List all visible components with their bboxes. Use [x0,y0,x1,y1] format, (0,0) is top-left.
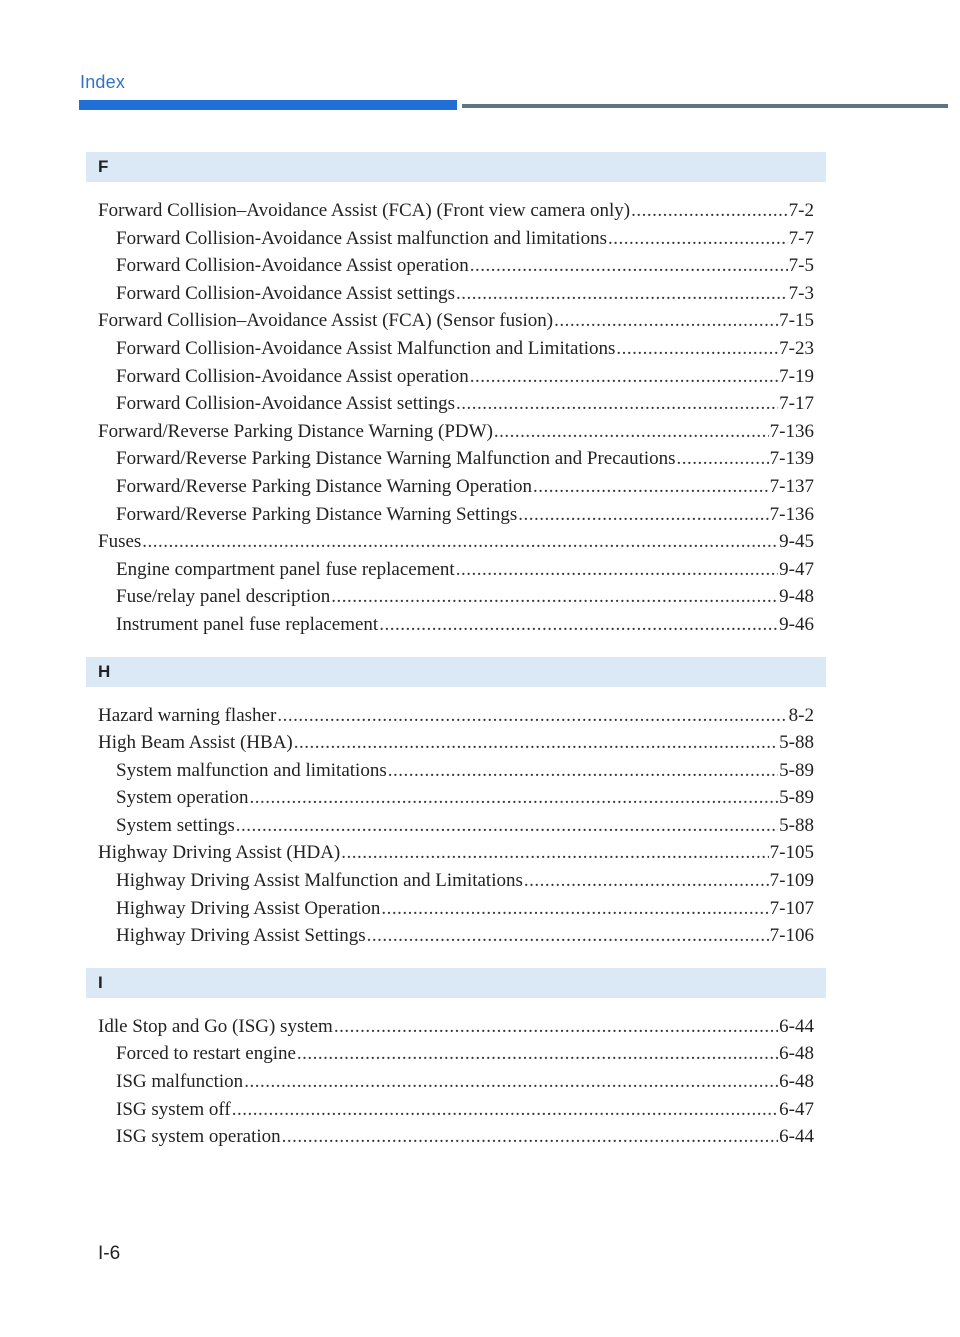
index-section [86,152,826,639]
index-subentry[interactable] [86,225,826,253]
entry-page-ref: 7-23 [779,337,814,359]
index-subentry[interactable] [86,922,826,950]
index-subentry[interactable] [86,252,826,280]
dot-leader [456,556,778,584]
index-subentry[interactable] [86,1123,826,1151]
entry-page-ref: 7-107 [769,897,814,919]
dot-leader [232,1096,778,1124]
section-letter-heading: F [86,152,826,182]
dot-leader [470,363,778,391]
index-subentry[interactable] [86,1068,826,1096]
entry-page-ref: 7-17 [779,393,814,415]
index-entry[interactable] [86,729,826,757]
dot-leader [236,812,778,840]
dot-leader [341,839,768,867]
index-entry[interactable] [86,418,826,446]
entry-label: Forward Collision-Avoidance Assist malfunction and limitations [116,227,607,249]
index-subentry[interactable] [86,895,826,923]
entry-page-ref: 9-48 [779,586,814,608]
dot-leader [631,197,788,225]
dot-leader [470,252,788,280]
entry-page-ref: 5-89 [779,787,814,809]
entry-page-ref: 6-44 [779,1126,814,1148]
entry-page-ref: 6-47 [779,1098,814,1120]
entry-page-ref: 5-88 [779,814,814,836]
index-subentry[interactable] [86,1096,826,1124]
entry-label: ISG malfunction [116,1071,244,1093]
entry-label: Highway Driving Assist Operation [116,897,381,919]
index-entry[interactable] [86,528,826,556]
entry-label: Highway Driving Assist (HDA) [98,842,341,864]
dot-leader [294,729,778,757]
index-section [86,657,826,950]
entry-label: Hazard warning flasher [98,704,277,726]
entry-page-ref: 6-48 [779,1071,814,1093]
dot-leader [142,528,778,556]
entry-label: ISG system operation [116,1126,281,1148]
entry-label: System operation [116,787,249,809]
entry-page-ref: 7-136 [769,420,814,442]
index-content [86,152,826,1151]
entry-page-ref: 7-3 [788,282,814,304]
index-subentry[interactable] [86,583,826,611]
page-number: I-6 [98,1243,121,1264]
entry-page-ref: 7-19 [779,365,814,387]
index-subentry[interactable] [86,1040,826,1068]
entry-page-ref: 7-15 [779,310,814,332]
entry-page-ref: 7-139 [769,448,814,470]
entry-label: System settings [116,814,235,836]
entry-page-ref: 7-105 [769,842,814,864]
dot-leader [494,418,769,446]
entry-page-ref: 7-7 [788,227,814,249]
dot-leader [456,390,778,418]
index-subentry[interactable] [86,473,826,501]
dot-leader [524,867,769,895]
section-letter-heading: H [86,657,826,687]
index-entry[interactable] [86,307,826,335]
index-entry[interactable] [86,839,826,867]
dot-leader [677,445,769,473]
index-entry[interactable] [86,197,826,225]
dot-leader [331,583,778,611]
entry-page-ref: 8-2 [788,704,814,726]
entry-page-ref: 7-106 [769,925,814,947]
entry-label: Idle Stop and Go (ISG) system [98,1015,333,1037]
entry-label: Highway Driving Assist Malfunction and Limitations [116,870,523,892]
index-subentry[interactable] [86,445,826,473]
section-letter-heading: I [86,968,826,998]
entry-page-ref: 9-46 [779,613,814,635]
entry-page-ref: 7-109 [769,870,814,892]
index-subentry[interactable] [86,812,826,840]
index-subentry[interactable] [86,611,826,639]
header-rule [462,104,948,108]
dot-leader [249,784,778,812]
dot-leader [388,757,778,785]
entry-label: Fuses [98,531,142,553]
entry-label: Forward Collision-Avoidance Assist operation [116,365,469,387]
entry-label: Forward Collision-Avoidance Assist Malfunction and Limitations [116,337,616,359]
dot-leader [297,1040,778,1068]
index-subentry[interactable] [86,757,826,785]
dot-leader [456,280,788,308]
index-subentry[interactable] [86,363,826,391]
entry-label: Forward Collision-Avoidance Assist operation [116,255,469,277]
dot-leader [367,922,769,950]
entry-label: Forward Collision–Avoidance Assist (FCA) (Sensor fusion) [98,310,554,332]
dot-leader [379,611,778,639]
entry-page-ref: 9-45 [779,531,814,553]
entry-page-ref: 7-136 [769,503,814,525]
index-subentry[interactable] [86,784,826,812]
index-subentry[interactable] [86,280,826,308]
entry-label: Forward/Reverse Parking Distance Warning (PDW) [98,420,493,442]
index-entry[interactable] [86,702,826,730]
entry-label: Forward/Reverse Parking Distance Warning Malfunction and Precautions [116,448,676,470]
index-subentry[interactable] [86,556,826,584]
entry-page-ref: 5-88 [779,732,814,754]
entry-page-ref: 9-47 [779,558,814,580]
index-entry[interactable] [86,1013,826,1041]
entry-label: ISG system off [116,1098,231,1120]
dot-leader [282,1123,779,1151]
entry-label: Forced to restart engine [116,1043,296,1065]
dot-leader [616,335,778,363]
dot-leader [518,501,768,529]
entry-page-ref: 6-44 [779,1015,814,1037]
entry-page-ref: 7-5 [788,255,814,277]
entry-label: System malfunction and limitations [116,759,387,781]
entry-label: Forward/Reverse Parking Distance Warning Settings [116,503,518,525]
index-subentry[interactable] [86,867,826,895]
dot-leader [381,895,768,923]
index-subentry[interactable] [86,335,826,363]
entry-label: Instrument panel fuse replacement [116,613,379,635]
dot-leader [533,473,769,501]
page-header-title: Index [80,72,126,92]
entry-label: Engine compartment panel fuse replacement [116,558,455,580]
entry-page-ref: 6-48 [779,1043,814,1065]
index-subentry[interactable] [86,390,826,418]
dot-leader [554,307,778,335]
dot-leader [277,702,787,730]
entry-label: Forward Collision-Avoidance Assist settings [116,282,455,304]
entry-label: Forward/Reverse Parking Distance Warning Operation [116,475,533,497]
dot-leader [244,1068,778,1096]
entry-label: Fuse/relay panel description [116,586,331,608]
entry-label: Highway Driving Assist Settings [116,925,366,947]
entry-page-ref: 7-137 [769,475,814,497]
header-rule-accent [79,100,457,110]
entry-page-ref: 5-89 [779,759,814,781]
index-section [86,968,826,1151]
entry-label: Forward Collision-Avoidance Assist settings [116,393,455,415]
entry-page-ref: 7-2 [788,200,814,221]
dot-leader [608,225,788,253]
index-subentry[interactable] [86,501,826,529]
entry-label: High Beam Assist (HBA) [98,732,293,754]
entry-label: Forward Collision–Avoidance Assist (FCA) (Front view camera only) [98,200,631,221]
dot-leader [334,1013,778,1041]
